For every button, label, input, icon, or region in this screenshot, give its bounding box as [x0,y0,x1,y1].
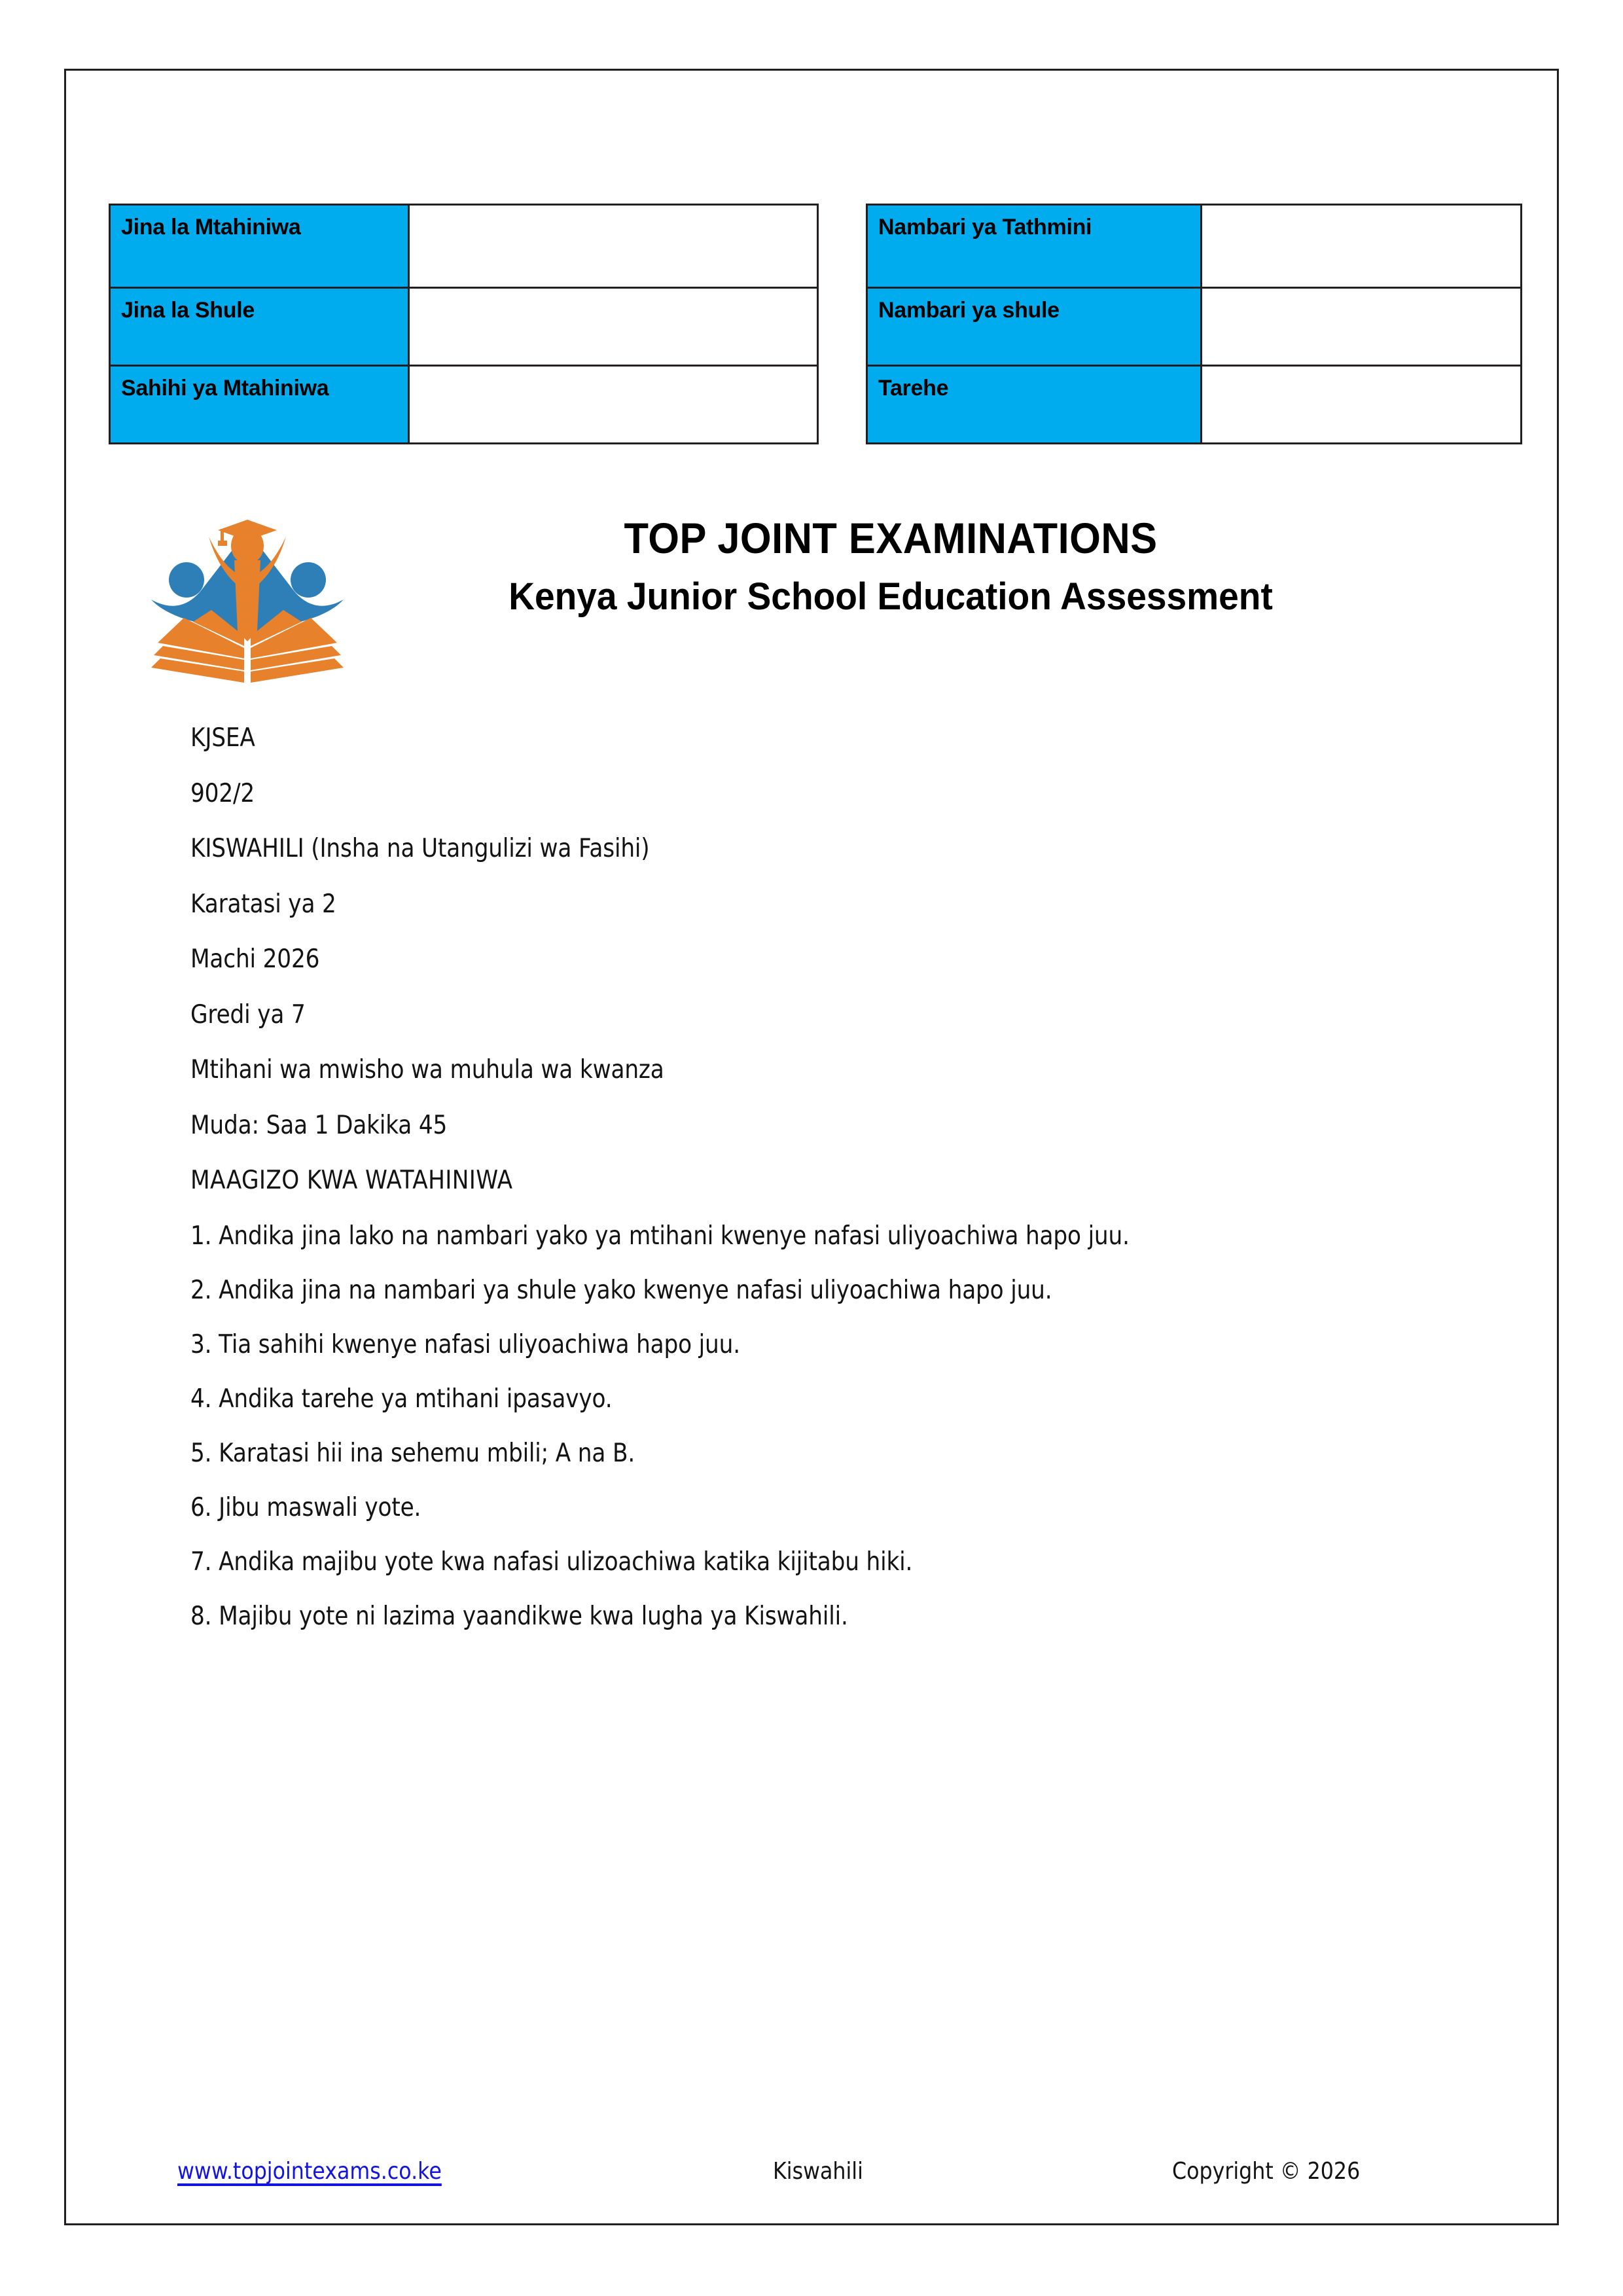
instructions-list [190,1223,1499,1629]
field-date[interactable] [1202,366,1522,444]
label-candidate-signature: Sahihi ya Mtahiniwa [110,366,409,444]
meta-paper-code: 902/2 [190,778,255,808]
label-school-number: Nambari ya shule [867,288,1202,366]
table-row [110,205,818,288]
instruction-item: 6. Jibu maswali yote. [190,1492,421,1522]
exam-body [190,725,1499,1658]
label-school-name: Jina la Shule [110,288,409,366]
meta-subject: KISWAHILI (Insha na Utangulizi wa Fasihi) [190,834,650,863]
instruction-item: 7. Andika majibu yote kwa nafasi ulizoachiwa katika kijitabu hiki. [190,1547,913,1577]
instructions-heading: MAAGIZO KWA WATAHINIWA [190,1166,513,1195]
exam-page [64,69,1559,2225]
meta-paper-number: Karatasi ya 2 [190,889,336,919]
table-row [110,366,818,444]
label-assessment-number: Nambari ya Tathmini [867,205,1202,288]
exam-header [66,493,1557,689]
field-assessment-number[interactable] [1202,205,1522,288]
field-candidate-signature[interactable] [409,366,818,444]
field-school-name[interactable] [409,288,818,366]
meta-duration: Muda: Saa 1 Dakika 45 [190,1110,448,1140]
meta-grade: Gredi ya 7 [190,999,306,1030]
footer-copyright: Copyright © 2026 [1172,2158,1361,2185]
instruction-item: 8. Majibu yote ni lazima yaandikwe kwa lugha ya Kiswahili. [190,1601,848,1631]
label-date: Tarehe [867,366,1202,444]
page-subtitle: Kenya Junior School Education Assessment [508,575,1273,618]
meta-month-year: Machi 2026 [190,944,320,974]
instruction-item: 1. Andika jina lako na nambari yako ya mtihani kwenye nafasi uliyoachiwa hapo juu. [190,1221,1130,1251]
meta-exam-code: KJSEA [190,723,255,753]
assessment-details-table [866,204,1522,444]
label-candidate-name: Jina la Mtahiniwa [110,205,409,288]
table-row [867,288,1522,366]
instruction-item: 4. Andika tarehe ya mtihani ipasavyo. [190,1384,613,1414]
instruction-item: 3. Tia sahihi kwenye nafasi uliyoachiwa hapo juu. [190,1329,740,1359]
field-school-number[interactable] [1202,288,1522,366]
instruction-item: 2. Andika jina na nambari ya shule yako kwenye nafasi uliyoachiwa hapo juu. [190,1275,1052,1305]
page-title: TOP JOINT EXAMINATIONS [624,514,1158,562]
table-row [110,288,818,366]
table-row [867,366,1522,444]
meta-exam-term: Mtihani wa mwisho wa muhula wa kwanza [190,1055,664,1085]
field-candidate-name[interactable] [409,205,818,288]
title-block [315,516,1467,616]
footer-subject-label: Kiswahili [773,2158,863,2185]
candidate-details-table [109,204,819,444]
footer-website-link[interactable]: www.topjointexams.co.ke [177,2158,442,2185]
table-row [867,205,1522,288]
page-footer [66,2158,1557,2204]
instruction-item: 5. Karatasi hii ina sehemu mbili; A na B. [190,1438,635,1468]
